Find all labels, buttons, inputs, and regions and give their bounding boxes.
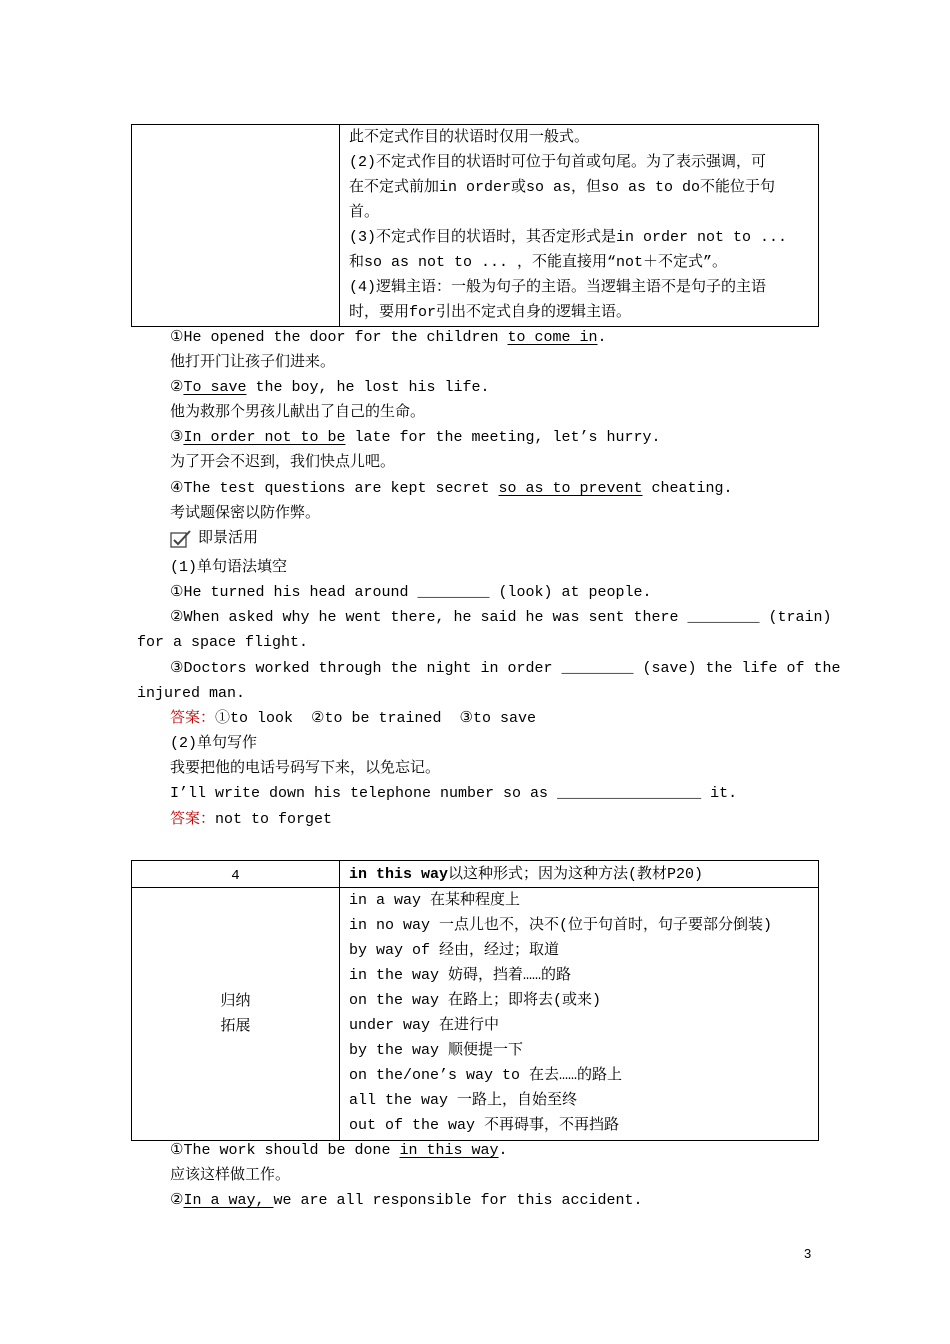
checkbox-pen-icon	[170, 530, 192, 548]
table-text-line: (2)不定式作目的状语时可位于句首或句尾。为了表示强调，可	[349, 154, 767, 171]
answer-1: 答案：①to look ②to be trained ③to save	[170, 710, 536, 727]
example-translation: 他为救那个男孩儿献出了自己的生命。	[170, 404, 426, 421]
table-number-cell: 4	[132, 861, 340, 888]
table-heading-cell	[340, 861, 819, 888]
example-sentence: ②To save the boy, he lost his life.	[170, 379, 490, 396]
phrase-item: under way 在进行中	[349, 1017, 500, 1034]
practice-part2-title: (2)单句写作	[170, 735, 258, 752]
table-in-this-way	[131, 860, 819, 1141]
table-items-cell	[340, 888, 819, 1141]
example-sentence: ②In a way, we are all responsible for this accident.	[170, 1192, 643, 1209]
phrase-item: on the way 在路上；即将去(或来)	[349, 992, 602, 1009]
example-translation: 应该这样做工作。	[170, 1167, 291, 1184]
question-1: ①He turned his head around ________ (look) at people.	[170, 584, 652, 601]
table-text-line: (4)逻辑主语：一般为句子的主语。当逻辑主语不是句子的主语	[349, 279, 767, 296]
table-text-line: 和so as not to ... ，不能直接用“not＋不定式”。	[349, 254, 728, 271]
practice-heading: 即景活用	[198, 530, 259, 547]
example-translation: 考试题保密以防作弊。	[170, 505, 321, 522]
answer-label: 答案：	[170, 710, 216, 727]
phrase-item: on the/one’s way to 在去……的路上	[349, 1067, 623, 1084]
question-2-line1: ②When asked why he went there, he said he was sent there ________ (train)	[170, 609, 832, 626]
page-number: 3	[804, 1246, 812, 1261]
answer-2: 答案：not to forget	[170, 811, 333, 828]
table-text-line: 此不定式作目的状语时仅用一般式。	[349, 129, 590, 146]
example-translation: 为了开会不迟到，我们快点儿吧。	[170, 454, 396, 471]
example-translation: 他打开门让孩子们进来。	[170, 354, 336, 371]
table-right-cell	[340, 125, 819, 327]
example-sentence: ①He opened the door for the children to come in.	[170, 329, 607, 346]
phrase-item: out of the way 不再碍事，不再挡路	[349, 1117, 620, 1134]
phrase-item: in the way 妨碍，挡着……的路	[349, 967, 572, 984]
table-text-line: (3)不定式作目的状语时，其否定形式是in order not to ...	[349, 229, 788, 246]
phrase-item: in a way 在某种程度上	[349, 892, 521, 909]
label-line: 归纳	[220, 993, 251, 1010]
phrase-item: by the way 顺便提一下	[349, 1042, 524, 1059]
phrase-meaning: 以这种形式；因为这种方法(教材P20)	[448, 865, 704, 883]
example-sentence: ④The test questions are kept secret so as to prevent cheating.	[170, 480, 733, 497]
example-sentence: ①The work should be done in this way.	[170, 1142, 508, 1159]
writing-sentence: I’ll write down his telephone number so as ________________ it.	[170, 785, 738, 802]
table-infinitive-purpose	[131, 124, 819, 327]
phrase-item: in no way 一点儿也不，决不(位于句首时，句子要部分倒装)	[349, 917, 773, 934]
phrase-item: all the way 一路上，自始至终	[349, 1092, 578, 1109]
table-text-line: 在不定式前加in order或so as，但so as to do不能位于句	[349, 179, 776, 196]
practice-part1-title: (1)单句语法填空	[170, 559, 288, 576]
table-label-cell	[132, 888, 340, 1141]
phrase-heading: in this way	[349, 865, 449, 883]
question-3-line2: injured man.	[137, 685, 246, 702]
table-text-line: 首。	[349, 204, 380, 221]
table-text-line: 时，要用for引出不定式自身的逻辑主语。	[349, 304, 632, 321]
writing-prompt-cn: 我要把他的电话号码写下来，以免忘记。	[170, 760, 441, 777]
question-2-line2: for a space flight.	[137, 634, 309, 651]
table-left-cell	[132, 125, 340, 327]
question-3-line1: ③Doctors worked through the night in order ________ (save) the life of the	[170, 660, 841, 677]
phrase-item: by way of 经由，经过；取道	[349, 942, 560, 959]
answer-label: 答案：	[170, 811, 216, 828]
example-sentence: ③In order not to be late for the meeting, let’s hurry.	[170, 429, 661, 446]
label-line: 拓展	[220, 1018, 251, 1035]
